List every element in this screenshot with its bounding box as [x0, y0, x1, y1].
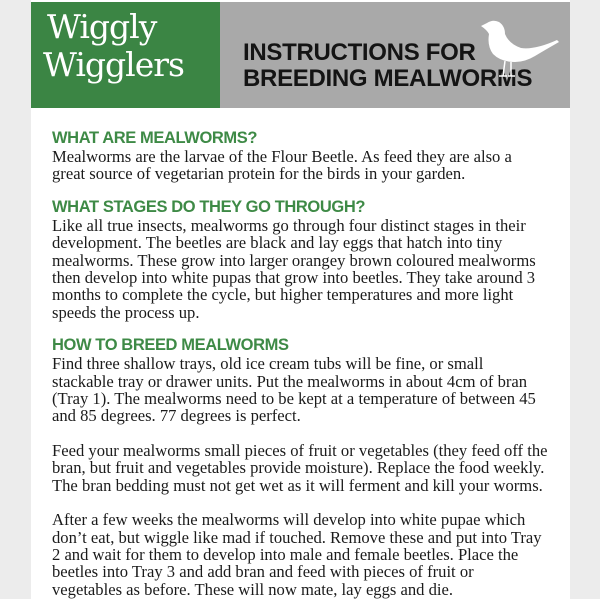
- text-line: stackable tray or drawer units. Put the mealworms in about 4cm of bran: [52, 371, 528, 391]
- section-stages: [52, 197, 552, 321]
- title-line: INSTRUCTIONS FOR: [243, 39, 476, 66]
- text-line: Feed your mealworms small pieces of fruit or vegetables (they feed off the: [52, 440, 548, 460]
- text-line: Find three shallow trays, old ice cream tubs will be fine, or small: [52, 354, 484, 374]
- text-line: After a few weeks the mealworms will develop into white pupae which: [52, 510, 526, 530]
- logo-line: Wiggly: [47, 7, 157, 46]
- text-line: don’t eat, but wiggle like mad if touched. Remove these and put into Tray: [52, 527, 542, 547]
- text-line: speeds the process up.: [52, 302, 200, 322]
- text-line: Like all true insects, mealworms go through four distinct stages in their: [52, 215, 526, 235]
- text-line: Mealworms are the larvae of the Flour Beetle. As feed they are also a: [52, 147, 512, 166]
- section-what-are-mealworms: [52, 128, 552, 183]
- text-line: then develop into white pupas that grow into beetles. They take around 3: [52, 268, 536, 288]
- text-line: great source of vegetarian protein for the birds in your garden.: [52, 164, 466, 184]
- section-heading: WHAT STAGES DO THEY GO THROUGH?: [52, 197, 366, 216]
- section-how-to-breed: [52, 335, 552, 598]
- section-heading: HOW TO BREED MEALWORMS: [52, 336, 289, 355]
- text-line: (Tray 1). The mealworms need to be kept at a temperature of between 45: [52, 389, 536, 409]
- text-line: development. The beetles are black and lay eggs that hatch into tiny: [52, 233, 503, 253]
- text-line: 2 and wait for them to develop into male and female beetles. Place the: [52, 544, 519, 564]
- paragraph: [52, 217, 552, 321]
- paragraph: [52, 148, 552, 183]
- document-body: [52, 128, 552, 598]
- text-line: The bran bedding must not get wet as it will ferment and kill your worms.: [52, 475, 543, 495]
- text-line: beetles into Tray 3 and add bran and feed with pieces of fruit or: [52, 562, 474, 582]
- wiggly-wigglers-logo: [31, 2, 220, 108]
- text-line: and 85 degrees. 77 degrees is perfect.: [52, 406, 301, 426]
- section-heading: WHAT ARE MEALWORMS?: [52, 129, 258, 147]
- text-line: bran, but fruit and vegetables provide moisture). Replace the food weekly.: [52, 458, 545, 478]
- text-line: months to complete the cycle, but higher temperatures and more light: [52, 285, 514, 305]
- paragraph: [52, 442, 552, 494]
- title-banner: [220, 2, 570, 108]
- header-banner: [31, 2, 570, 108]
- bird-icon: [475, 18, 560, 80]
- text-line: vegetables as before. These will now mate, lay eggs and die.: [52, 579, 454, 599]
- text-line: mealworms. These grow into larger orangey brown coloured mealworms: [52, 250, 536, 270]
- title-line: BREEDING MEALWORMS: [243, 65, 533, 92]
- paragraph: [52, 355, 552, 425]
- logo-line: Wigglers: [43, 45, 184, 84]
- paragraph: [52, 511, 552, 598]
